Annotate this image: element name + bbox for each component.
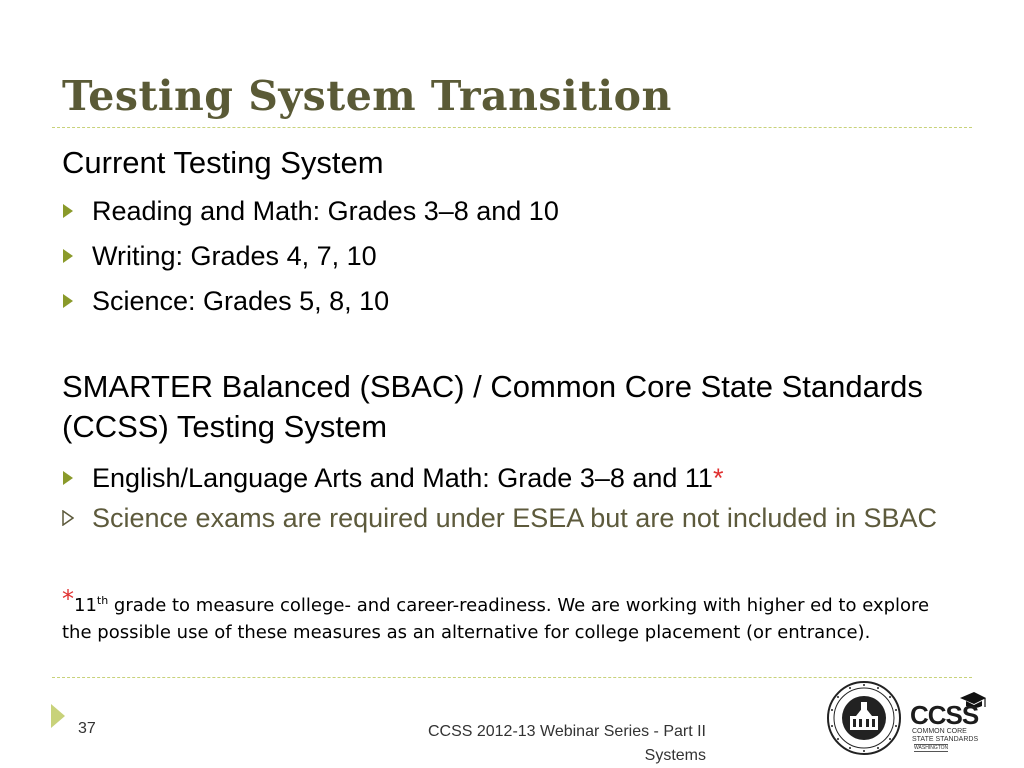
- bullet-text: Reading and Math: Grades 3–8 and 10: [92, 196, 559, 226]
- page-number: 37: [78, 720, 96, 737]
- footer-divider: [52, 677, 972, 678]
- bullet-arrow-icon: [62, 189, 92, 233]
- bullet-text: Science: Grades 5, 8, 10: [92, 286, 390, 316]
- bullet-text: Science exams are required under ESEA but are not included in SBAC: [92, 503, 937, 533]
- list-item: [62, 234, 952, 278]
- bullet-text: English/Language Arts and Math: Grade 3–8 and 11*: [92, 463, 724, 493]
- footnote-superscript: th: [96, 594, 109, 607]
- footer-series-line1: CCSS 2012-13 Webinar Series - Part II: [427, 723, 706, 740]
- footer-series-line2: Systems: [644, 747, 706, 764]
- footnote-asterisk: *: [62, 585, 74, 613]
- footnote: [62, 586, 942, 646]
- footnote-number: 11: [74, 595, 97, 616]
- title-divider: [52, 127, 972, 128]
- bullet-arrow-icon: [62, 496, 92, 540]
- bullet-arrow-icon: [62, 234, 92, 278]
- bullet-text: Writing: Grades 4, 7, 10: [92, 241, 377, 271]
- list-item: [62, 456, 952, 500]
- list-item: [62, 501, 952, 540]
- asterisk-marker: *: [712, 463, 724, 493]
- ccss-logo-sub1: COMMON CORE: [912, 728, 967, 735]
- ccss-logo-sub2: STATE STANDARDS: [912, 736, 979, 743]
- ccss-logo-sub3: WASHINGTON: [914, 745, 949, 751]
- list-item: [62, 279, 952, 323]
- slide-title: Testing System Transition: [62, 72, 672, 120]
- section-heading-sbac: SMARTER Balanced (SBAC) / Common Core State Standards (CCSS) Testing System: [62, 369, 923, 444]
- bullet-arrow-icon: [62, 456, 92, 500]
- play-arrow-icon: [50, 703, 66, 734]
- ospi-seal-icon: [826, 680, 902, 761]
- section-heading-current: Current Testing System: [62, 145, 384, 180]
- list-item: [62, 189, 952, 233]
- footer-series: [380, 720, 706, 768]
- ccss-logo: [910, 690, 990, 751]
- ccss-logo-text: CCSS: [910, 700, 979, 730]
- bullet-arrow-icon: [62, 279, 92, 323]
- footnote-text: grade to measure college- and career-readiness. We are working with higher ed to explore the possible use of these measures as an alternative for college placement (or entrance).: [62, 595, 930, 643]
